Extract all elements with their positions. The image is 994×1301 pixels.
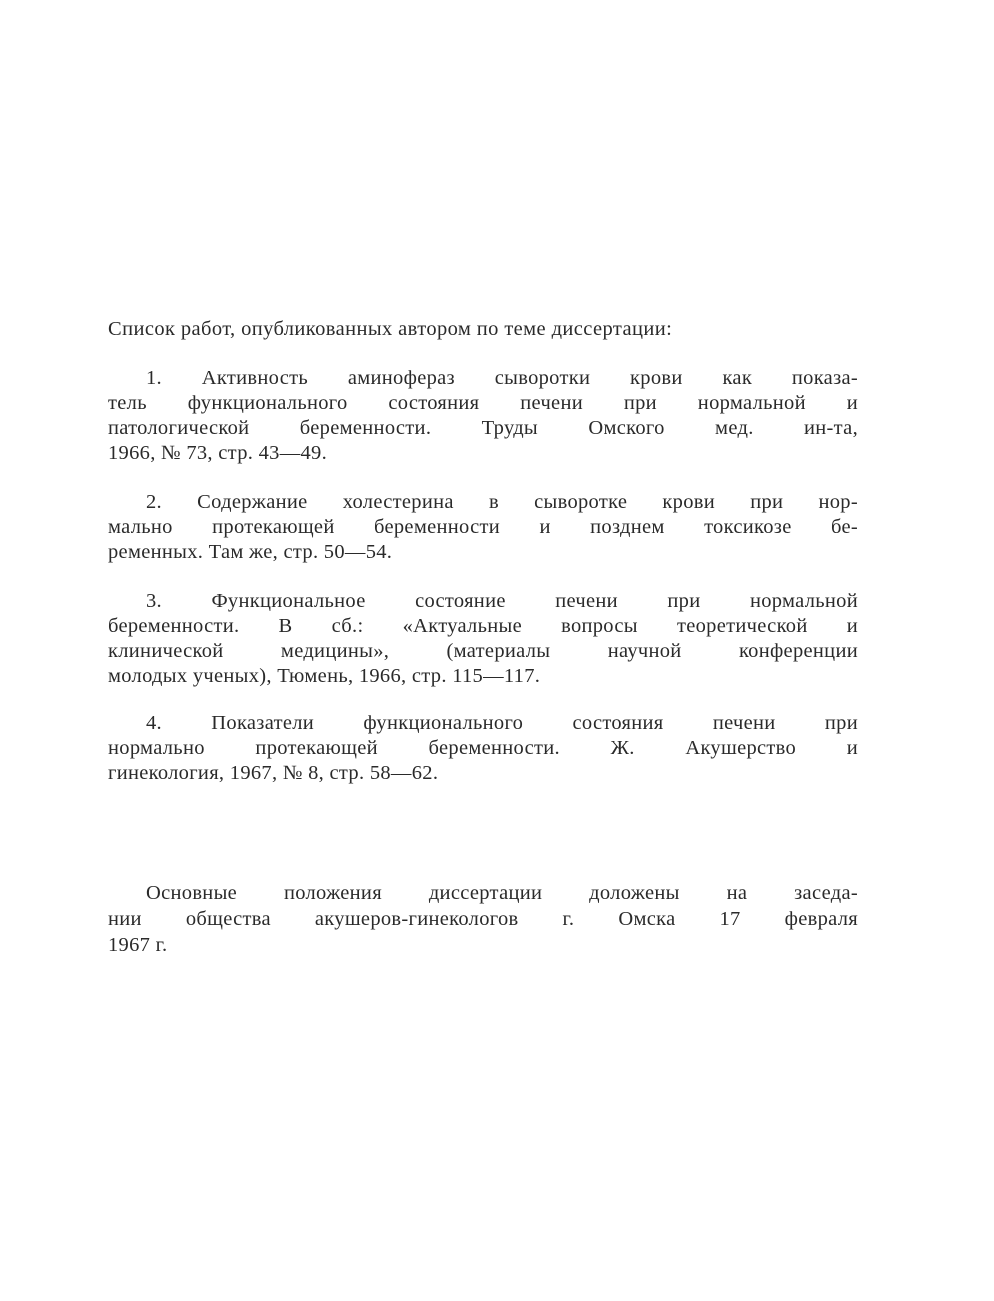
entry-line: 2. Содержание холестерина в сыворотке крови при нор- xyxy=(146,491,858,513)
entry-line: гинекология, 1967, № 8, стр. 58—62. xyxy=(108,762,439,784)
report-line: 1967 г. xyxy=(108,934,168,956)
publication-entry-4 xyxy=(108,711,858,786)
entry-line: ременных. Там же, стр. 50—54. xyxy=(108,541,393,563)
entry-line: молодых ученых), Тюмень, 1966, стр. 115—117. xyxy=(108,665,541,687)
entry-line: беременности. В сб.: «Актуальные вопросы теоретической и xyxy=(108,615,858,637)
entry-line: мально протекающей беременности и позднем токсикозе бе- xyxy=(108,516,858,538)
report-line: Основные положения диссертации доложены на заседа- xyxy=(146,882,858,904)
entry-line: тель функционального состояния печени при нормальной и xyxy=(108,392,858,414)
publication-entry-2 xyxy=(108,490,858,565)
entry-line: 1. Активность аминофераз сыворотки крови как показа- xyxy=(146,367,858,389)
report-line: нии общества акушеров-гинекологов г. Омска 17 февраля xyxy=(108,908,858,930)
entry-line: 3. Функциональное состояние печени при нормальной xyxy=(146,590,858,612)
entry-line: нормально протекающей беременности. Ж. Акушерство и xyxy=(108,737,858,759)
publication-entry-3 xyxy=(108,589,858,689)
publications-heading: Список работ, опубликованных автором по теме диссертации: xyxy=(108,318,673,340)
entry-line: патологической беременности. Труды Омского мед. ин-та, xyxy=(108,417,858,439)
entry-line: клинической медицины», (материалы научной конференции xyxy=(108,640,858,662)
entry-line: 1966, № 73, стр. 43—49. xyxy=(108,442,328,464)
entry-line: 4. Показатели функционального состояния печени при xyxy=(146,712,858,734)
dissertation-report-note xyxy=(108,880,858,958)
publication-entry-1 xyxy=(108,366,858,466)
